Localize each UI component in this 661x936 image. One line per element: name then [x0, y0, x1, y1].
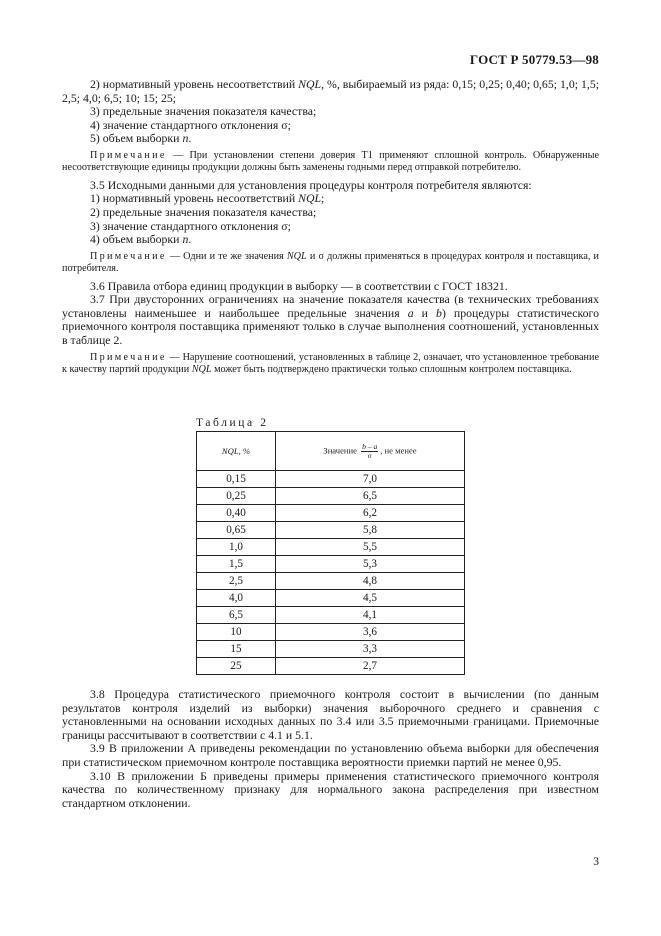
- nql-cell: 2,5: [197, 573, 276, 590]
- value-cell: 5,8: [276, 522, 465, 539]
- value-cell: 3,6: [276, 624, 465, 641]
- nql-cell: 25: [197, 658, 276, 675]
- note1-label: Примечание: [90, 149, 167, 161]
- nql-term: NQL: [286, 250, 307, 262]
- note2-text-a: — Одни и те же значения: [166, 250, 287, 262]
- col1-header-text: NQL, %: [221, 446, 251, 456]
- upper-text-block: [62, 78, 599, 380]
- table2: [196, 431, 465, 675]
- table2-header-row: [197, 432, 465, 471]
- table2-caption: Таблица 2: [196, 417, 269, 429]
- list1-item5: [62, 132, 599, 146]
- value-cell: 5,5: [276, 539, 465, 556]
- note1-text: — При установлении степени доверия Т1 применяют сплошной контроль. Обнаруженные несоответствующие единицы продукции должны быть заменены годными перед отправкой потребителю.: [62, 149, 599, 174]
- sec3-5-item1-prefix: 1) нормативный уровень несоответствий: [90, 191, 299, 206]
- table-row: [197, 573, 465, 590]
- table-row: [197, 607, 465, 624]
- nql-cell: 15: [197, 641, 276, 658]
- list1-item2-suffix: , %, выбираемый из ряда: 0,15; 0,25; 0,40; 0,65; 1,0; 1,5; 2,5; 4,0; 6,5; 10; 15; 25;: [62, 77, 599, 105]
- value-cell: 4,5: [276, 590, 465, 607]
- note2-text-b: и σ должны применяться в процедурах контроля и поставщика, и потребителя.: [62, 250, 599, 275]
- list1-item5-prefix: 5) объем выборки: [90, 131, 183, 146]
- nql-cell: 4,0: [197, 590, 276, 607]
- list1-item4: 4) значение стандартного отклонения σ;: [90, 117, 291, 132]
- value-cell: 6,5: [276, 488, 465, 505]
- table-row: [197, 556, 465, 573]
- fraction: [361, 443, 378, 460]
- col2-header-suffix: , не менее: [380, 444, 417, 455]
- note1: [62, 150, 599, 175]
- sec3-7-text-b: ) процедуры статистического приемочного контроля поставщика применяют только в случае выполнения соотношений, установленных в таблице 2.: [62, 305, 599, 347]
- value-cell: 4,8: [276, 573, 465, 590]
- list1-item5-suffix: .: [188, 131, 192, 146]
- nql-term: NQL: [191, 363, 212, 375]
- table-row: [197, 641, 465, 658]
- nql-cell: 0,40: [197, 505, 276, 522]
- sec3-6: 3.6 Правила отбора единиц продукции в выборку — в соответствии с ГОСТ 18321.: [90, 278, 508, 293]
- sec3-9: 3.9 В приложении А приведены рекомендации по установлению объема выборки для обеспечения при статистическом приемочном контроле поставщика вероятности приемки партий не менее 0,95.: [62, 741, 599, 769]
- b-term: b: [436, 305, 442, 320]
- sec3-5-item4: [62, 233, 599, 247]
- sec3-10: 3.10 В приложении Б приведены примеры применения статистического приемочного контроля качества по количественному признаку для нормального закона распределения при известном стандартном отклонении.: [62, 768, 599, 810]
- note3-text-a: — Нарушение соотношений, установленных в таблице 2, означает, что установленное требование к качеству партий продукции: [62, 351, 599, 375]
- list1-item3: 3) предельные значения показателя качества;: [90, 104, 317, 119]
- n-term: n: [182, 131, 189, 146]
- table-row: [197, 522, 465, 539]
- sec3-5-intro: 3.5 Исходными данными для установления процедуры контроля потребителя являются:: [90, 177, 532, 192]
- note2-label: Примечание: [90, 250, 167, 262]
- page-number: 3: [593, 856, 599, 868]
- lower-text-block: [62, 688, 599, 810]
- value-cell: 7,0: [276, 471, 465, 488]
- list1-item2: [62, 78, 599, 105]
- table-row: [197, 624, 465, 641]
- sec3-5-item1-suffix: ;: [321, 191, 325, 206]
- nql-cell: 1,5: [197, 556, 276, 573]
- note2: [62, 251, 599, 276]
- fraction-denominator: σ: [367, 450, 372, 460]
- sec3-7: [62, 293, 599, 347]
- table2-col1-header: [197, 432, 276, 471]
- col2-header-prefix: Значение: [323, 444, 360, 455]
- sec3-7-and: и: [413, 305, 437, 320]
- a-term: a: [407, 305, 414, 320]
- sec3-5-item4-suffix: .: [188, 232, 192, 247]
- nql-cell: 0,25: [197, 488, 276, 505]
- n-term: n: [182, 232, 189, 247]
- table-row: [197, 658, 465, 675]
- table2-col2-header: [276, 432, 465, 471]
- value-cell: 5,3: [276, 556, 465, 573]
- list1-item2-prefix: 2) нормативный уровень несоответствий: [90, 77, 299, 91]
- sec3-7-text-a: 3.7 При двусторонних ограничениях на значение показателя качества (в технических требованиях установлены наименьшее и наибольшее предельные значения: [62, 292, 599, 320]
- value-cell: 6,2: [276, 505, 465, 522]
- table-row: [197, 488, 465, 505]
- note3-label: Примечание: [90, 351, 167, 363]
- sec3-5-item1: [62, 192, 599, 206]
- note3-text-b: может быть подтверждено практически только сплошным контролем поставщика.: [211, 363, 572, 375]
- nql-cell: 1,0: [197, 539, 276, 556]
- nql-cell: 10: [197, 624, 276, 641]
- table-row: [197, 590, 465, 607]
- fraction-numerator: b – a: [362, 441, 378, 451]
- document-number-header: ГОСТ Р 50779.53—98: [469, 52, 599, 67]
- table-row: [197, 539, 465, 556]
- nql-cell: 6,5: [197, 607, 276, 624]
- sec3-5-item3: 3) значение стандартного отклонения σ;: [90, 218, 291, 233]
- nql-term: NQL: [298, 191, 322, 206]
- nql-term: NQL: [298, 77, 322, 91]
- sec3-5-item2: 2) предельные значения показателя качества;: [90, 204, 317, 219]
- table-row: [197, 471, 465, 488]
- sec3-8: 3.8 Процедура статистического приемочного контроля состоит в вычислении (по данным результатов контроля изделий из выборки) значения выборочного среднего и сравнения с установленными на основании исходных данных по 3.4 или 3.5 приемочными границами. Приемочные границы рассчитывают в соответствии с 4.1 и 5.1.: [62, 687, 599, 742]
- value-cell: 4,1: [276, 607, 465, 624]
- nql-cell: 0,65: [197, 522, 276, 539]
- sec3-5-item4-prefix: 4) объем выборки: [90, 232, 183, 247]
- note3: [62, 352, 599, 377]
- nql-cell: 0,15: [197, 471, 276, 488]
- table-row: [197, 505, 465, 522]
- value-cell: 3,3: [276, 641, 465, 658]
- value-cell: 2,7: [276, 658, 465, 675]
